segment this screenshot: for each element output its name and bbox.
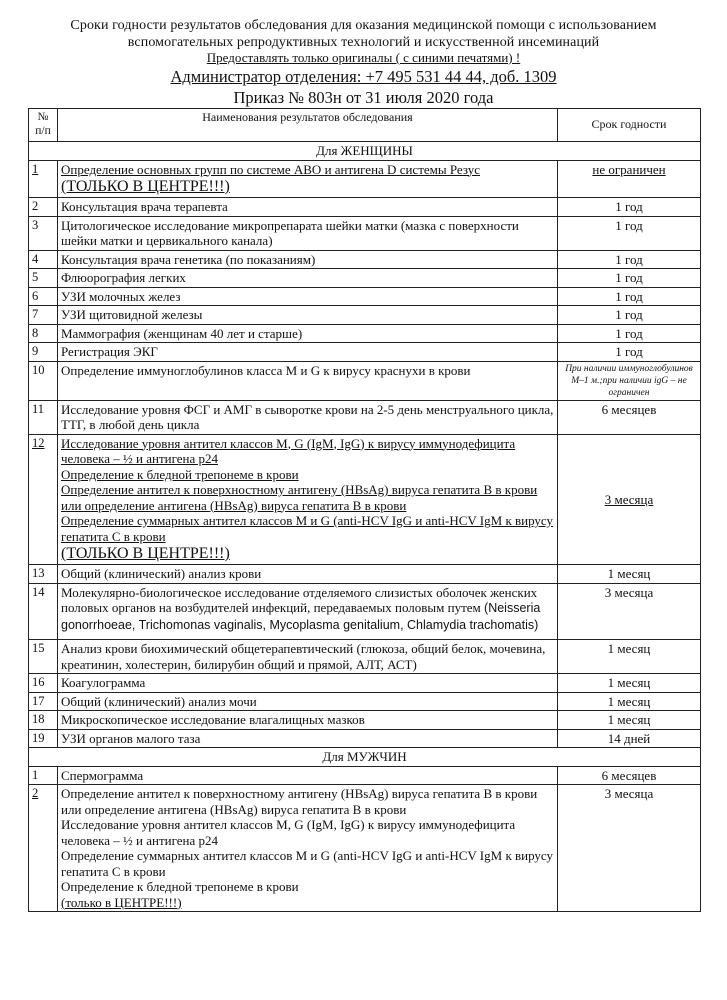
row-name: Консультация врача терапевта: [58, 198, 558, 217]
row-num: 3: [29, 216, 58, 250]
row-name: Анализ крови биохимический общетерапевтический (глюкоза, общий белок, мочевина, креатинин, холестерин, билирубин общий и прямой, АЛТ, АСТ): [58, 640, 558, 674]
row-name: [58, 160, 558, 198]
table-row: [29, 711, 701, 730]
table-row: [29, 287, 701, 306]
table-row: [29, 216, 701, 250]
table-row: [29, 343, 701, 362]
row-name: [58, 434, 558, 565]
admin-phone: Администратор отделения: +7 495 531 44 44, доб. 1309: [170, 67, 557, 86]
row-name: УЗИ молочных желез: [58, 287, 558, 306]
row-line: Определение антител к поверхностному антигену (HBsAg) вируса гепатита B в крови или определение антигена (HBsAg) вируса гепатита B в крови: [61, 786, 538, 817]
table-row: [29, 160, 701, 198]
row-line: Исследование уровня антител классов M, G (IgM, IgG) к вирусу иммунодефицита человека – ½ и антигена p24: [61, 435, 516, 466]
row-term: 1 год: [558, 324, 701, 343]
row-name: Коагулограмма: [58, 674, 558, 693]
row-num: 7: [29, 306, 58, 325]
row-num: 8: [29, 324, 58, 343]
section-men: Для МУЖЧИН: [29, 748, 701, 767]
document-title: Сроки годности результатов обследования для оказания медицинской помощи с использованием вспомогательных репродуктивных технологий и искусственной инсеминаций: [70, 18, 657, 50]
center-only-note: (ТОЛЬКО В ЦЕНТРЕ!!!): [61, 178, 230, 195]
row-term: 1 месяц: [558, 692, 701, 711]
row-name: УЗИ органов малого таза: [58, 729, 558, 748]
row-name: Исследование уровня ФСГ и АМГ в сыворотке крови на 2-5 день менструального цикла, ТТГ, в любой день цикла: [58, 400, 558, 434]
table-row: [29, 434, 701, 565]
row-latin: (Neisseria gonorrhoeae, Trichomonas vaginalis, Mycoplasma genitalium, Chlamydia trachomatis): [61, 601, 541, 632]
row-term: 1 месяц: [558, 640, 701, 674]
table-row: [29, 729, 701, 748]
validity-table: [28, 108, 701, 912]
row-num: 14: [29, 583, 58, 640]
header-name: Наименования результатов обследования: [58, 109, 558, 142]
table-row: [29, 766, 701, 785]
row-num: 1: [29, 160, 58, 198]
row-term: 1 год: [558, 216, 701, 250]
header-term: Срок годности: [558, 109, 701, 142]
row-num: 2: [29, 198, 58, 217]
table-row: [29, 565, 701, 584]
table-header-row: [29, 109, 701, 142]
row-num: 6: [29, 287, 58, 306]
row-name: УЗИ щитовидной железы: [58, 306, 558, 325]
row-term: 1 год: [558, 343, 701, 362]
row-num: 15: [29, 640, 58, 674]
row-name: Общий (клинический) анализ мочи: [58, 692, 558, 711]
row-line: Определение антител к поверхностному антигену (HBsAg) вируса гепатита B в крови или определение антигена (HBsAg) вируса гепатита B в крови: [61, 482, 538, 513]
row-term: 3 месяца: [558, 583, 701, 640]
section-women-row: [29, 142, 701, 161]
row-name: Маммография (женщинам 40 лет и старше): [58, 324, 558, 343]
row-term: 1 год: [558, 306, 701, 325]
row-line: Определение к бледной трепонеме в крови: [61, 466, 299, 482]
table-row: [29, 198, 701, 217]
row-line: Определение к бледной трепонеме в крови: [61, 879, 299, 894]
row-num: 10: [29, 361, 58, 400]
row-name: Определение иммуноглобулинов класса M и G к вирусу краснухи в крови: [58, 361, 558, 400]
row-num: 4: [29, 250, 58, 269]
originals-notice: Предоставлять только оригиналы ( с синими печатями) !: [206, 50, 521, 65]
row-term: 1 год: [558, 287, 701, 306]
order-reference: Приказ № 803н от 31 июля 2020 года: [233, 88, 494, 107]
row-line: Определение суммарных антител классов M и G (anti-HCV IgG и anti-HCV IgM к вирусу гепатита C в крови: [61, 513, 554, 544]
row-num: 9: [29, 343, 58, 362]
table-row: [29, 400, 701, 434]
row-term: не ограничен: [558, 160, 701, 198]
row-num: 11: [29, 400, 58, 434]
row-term: 14 дней: [558, 729, 701, 748]
row-name: Консультация врача генетика (по показаниям): [58, 250, 558, 269]
section-women: Для ЖЕНЩИНЫ: [29, 142, 701, 161]
row-name: Цитологическое исследование микропрепарата шейки матки (мазка с поверхности шейки матки и цервикального канала): [58, 216, 558, 250]
row-term: 1 год: [558, 250, 701, 269]
row-num: 19: [29, 729, 58, 748]
row-name: Флюорография легких: [58, 269, 558, 288]
table-row: [29, 269, 701, 288]
row-line: Определение основных групп по системе АВО и антигена D системы Резус: [61, 161, 480, 177]
table-row: [29, 324, 701, 343]
row-term: 6 месяцев: [558, 400, 701, 434]
header-num: № п/п: [29, 109, 58, 142]
row-name: Общий (клинический) анализ крови: [58, 565, 558, 584]
row-term: 3 месяца: [558, 434, 701, 565]
row-name: Регистрация ЭКГ: [58, 343, 558, 362]
row-term: 1 год: [558, 269, 701, 288]
row-num: 12: [29, 434, 58, 565]
row-name: Спермограмма: [58, 766, 558, 785]
table-row: [29, 640, 701, 674]
section-men-row: [29, 748, 701, 767]
row-term: 1 месяц: [558, 565, 701, 584]
row-num: 16: [29, 674, 58, 693]
table-row: [29, 674, 701, 693]
row-num: 17: [29, 692, 58, 711]
row-num: 1: [29, 766, 58, 785]
center-only-note: (ТОЛЬКО В ЦЕНТРЕ!!!): [61, 545, 230, 562]
row-term: 1 месяц: [558, 711, 701, 730]
table-row: [29, 250, 701, 269]
row-text: Молекулярно-биологическое исследование отделяемого слизистых оболочек женских половых органов на возбудителей инфекций, передаваемых половым путем: [61, 584, 538, 615]
table-row: [29, 306, 701, 325]
table-row: [29, 361, 701, 400]
row-term: 3 месяца: [558, 785, 701, 912]
row-name: Микроскопическое исследование влагалищных мазков: [58, 711, 558, 730]
row-term: 6 месяцев: [558, 766, 701, 785]
row-term: При наличии иммуноглобулинов М–1 м.;при наличии igG – не ограничен: [558, 361, 701, 400]
row-line: Исследование уровня антител классов M, G (IgM, IgG) к вирусу иммунодефицита человека – ½ и антигена p24: [61, 817, 516, 848]
table-row: [29, 692, 701, 711]
row-num: 5: [29, 269, 58, 288]
row-name: [58, 583, 558, 640]
center-only-note: (только в ЦЕНТРЕ!!!): [61, 894, 182, 910]
row-name: [58, 785, 558, 912]
row-num: 13: [29, 565, 58, 584]
row-num: 2: [29, 785, 58, 912]
row-line: Определение суммарных антител классов M и G (anti-HCV IgG и anti-HCV IgM к вирусу гепатита C в крови: [61, 848, 554, 879]
row-num: 18: [29, 711, 58, 730]
table-row: [29, 583, 701, 640]
row-term: 1 месяц: [558, 674, 701, 693]
table-row: [29, 785, 701, 912]
row-term: 1 год: [558, 198, 701, 217]
